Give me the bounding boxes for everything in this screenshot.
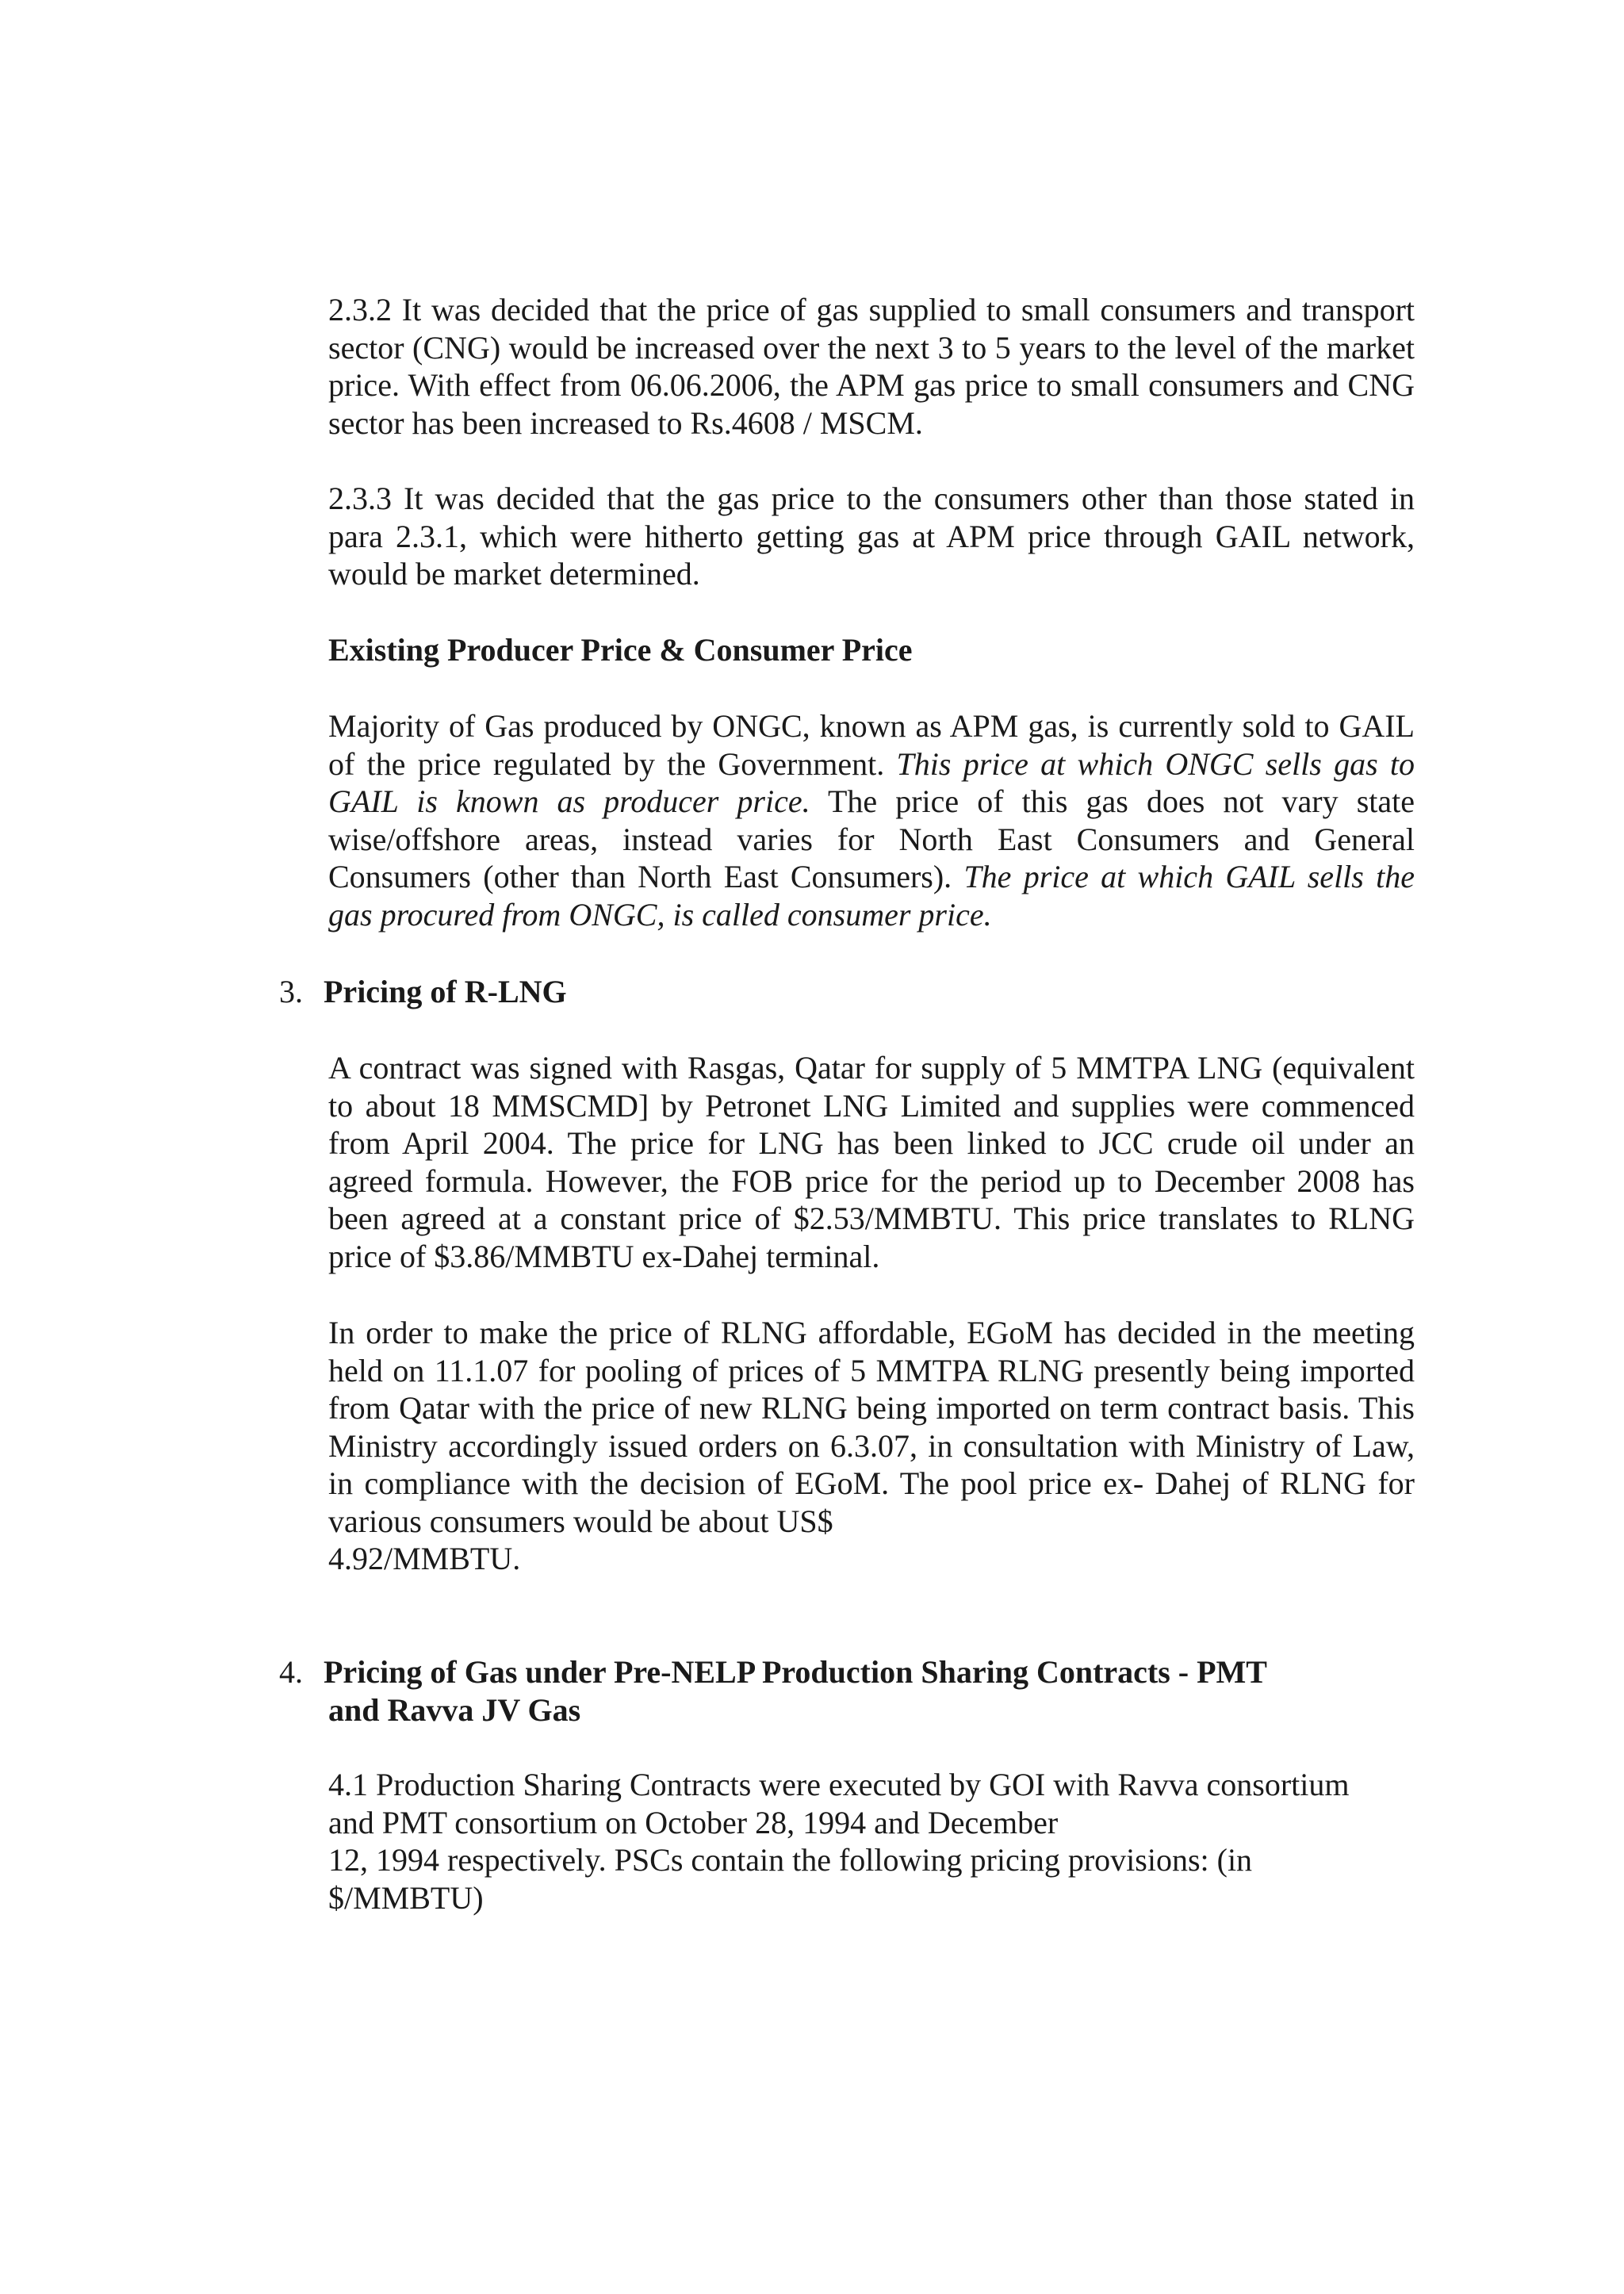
paragraph-4-1-line3: 12, 1994 respectively. PSCs contain the following pricing provisions: (in [328,1842,1253,1878]
paragraph-majority-part2: The price of this gas does not vary state wise/offshore areas, instead varies for North East Consumers and General Consumers (other than North East Consumers). [328,783,1415,894]
paragraph-rlng-pooling [328,1314,1415,1578]
paragraph-rasgas-contract [328,1049,1415,1275]
paragraph-4-1-line4: $/MMBTU) [328,1879,484,1916]
section-4-title [324,1653,1418,1729]
section-3-number: 3. [279,974,303,1009]
section-3-title: Pricing of R-LNG [324,974,567,1009]
paragraph-4-1-line2: and PMT consortium on October 28, 1994 and December [328,1804,1059,1840]
paragraph-majority [328,707,1415,933]
section-4-title-line1: Pricing of Gas under Pre-NELP Production Sharing Contracts - PMT [324,1654,1267,1690]
paragraph-rlng-pooling-text: In order to make the price of RLNG affordable, EGoM has decided in the meeting held on 11.1.07 for pooling of prices of 5 MMTPA RLNG presently being imported from Qatar with the price of new RLNG being imported on term contract basis. This Ministry accordingly issued orders on 6.3.07, in consultation with Ministry of Law, in compliance with the decision of EGoM. The pool price ex- Dahej of RLNG for various consumers would be about US$ [328,1315,1415,1539]
paragraph-majority-part1: Majority of Gas produced by ONGC, known as APM gas, is currently sold to GAIL of the price regulated by the Government. [328,708,1415,782]
section-4-number: 4. [279,1654,303,1690]
paragraph-2-3-3-text: 2.3.3 It was decided that the gas price to the consumers other than those stated in para 2.3.1, which were hitherto getting gas at APM price through GAIL network, would be market determined. [328,481,1415,592]
paragraph-2-3-3 [328,480,1415,593]
producer-price-definition: This price at which ONGC sells gas to GAIL is known as producer price. [328,745,1415,819]
section-4-heading [0,1653,1624,1733]
heading-existing-price-text: Existing Producer Price & Consumer Price [328,632,913,668]
paragraph-4-1-line1: 4.1 Production Sharing Contracts were executed by GOI with Ravva consortium [328,1767,1350,1802]
heading-existing-price [328,631,1415,669]
paragraph-rasgas-contract-text: A contract was signed with Rasgas, Qatar for supply of 5 MMTPA LNG (equivalent to about 18 MMSCMD] by Petronet LNG Limited and supplies were commenced from April 2004. The price for LNG has been linked to JCC crude oil under an agreed formula. However, the FOB price for the period up to December 2008 has been agreed at a constant price of $2.53/MMBTU. This price translates to RLNG price of $3.86/MMBTU ex-Dahej terminal. [328,1050,1415,1274]
consumer-price-definition: The price at which GAIL sells the gas procured from ONGC, is called consumer price. [328,859,1415,933]
section-4-title-line2: and Ravva JV Gas [328,1691,581,1728]
paragraph-4-1 [328,1766,1415,1917]
paragraph-2-3-2-text: 2.3.2 It was decided that the price of gas supplied to small consumers and transport sector (CNG) would be increased over the next 3 to 5 years to the level of the market price. With effect from 06.06.2006, the APM gas price to small consumers and CNG sector has been increased to Rs.4608 / MSCM. [328,292,1415,441]
paragraph-rlng-pooling-tail: 4.92/MMBTU. [328,1541,521,1576]
paragraph-2-3-2 [328,291,1415,442]
